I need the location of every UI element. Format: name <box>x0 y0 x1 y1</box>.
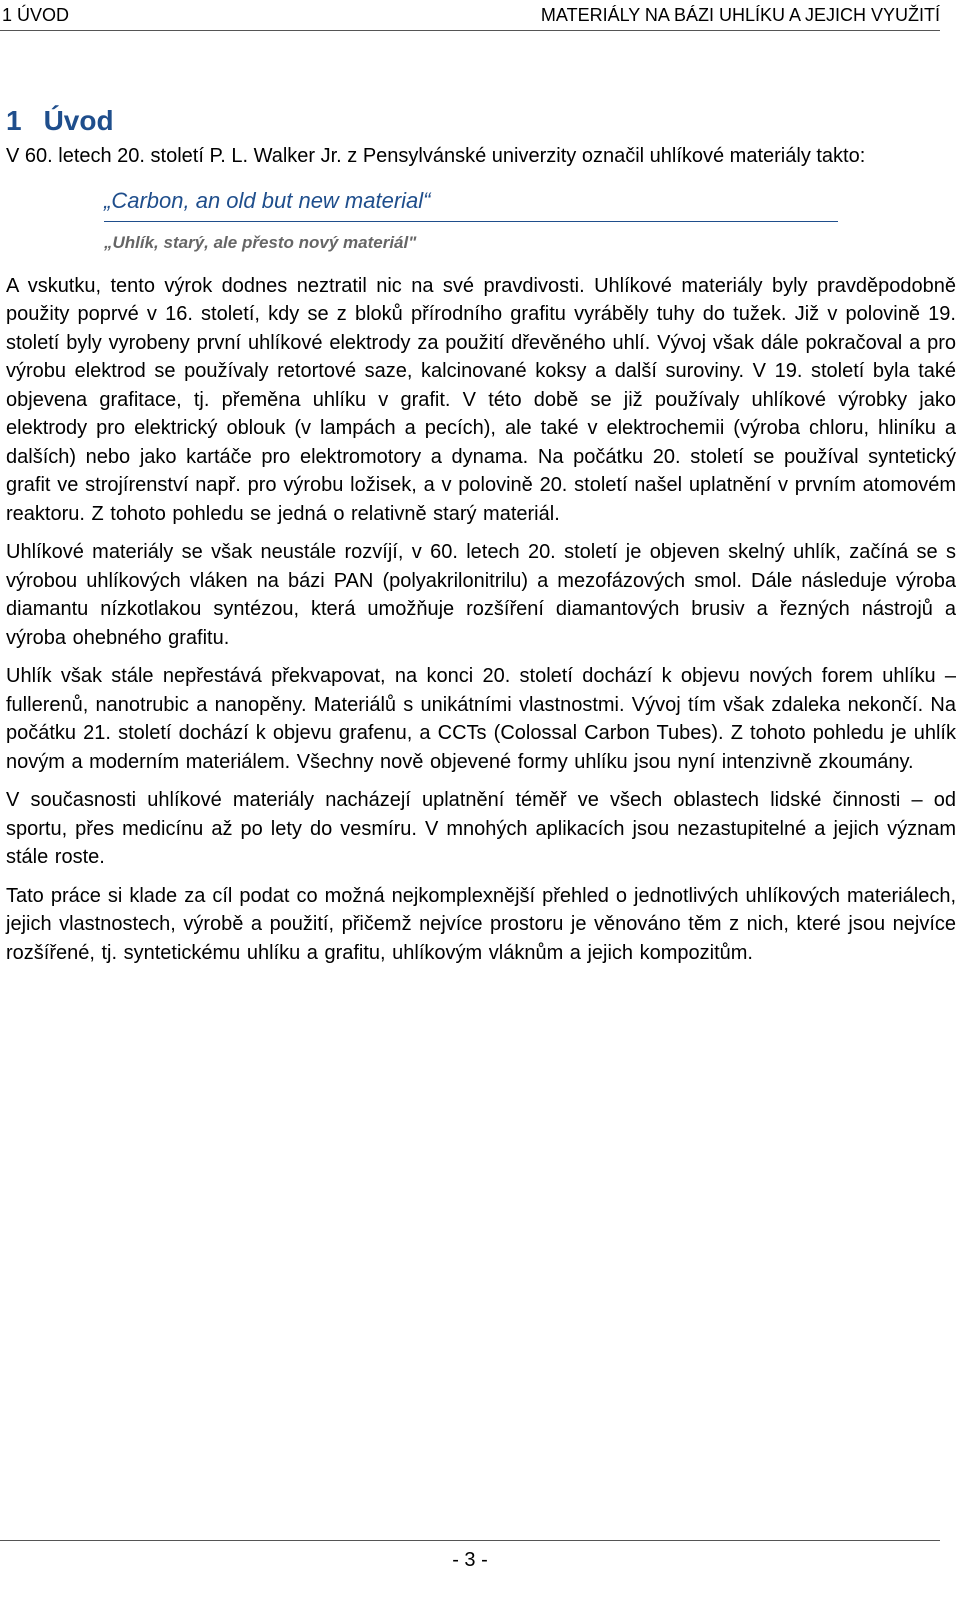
quote-english: „Carbon, an old but new material“ <box>104 185 838 222</box>
header-chapter-label: 1 ÚVOD <box>2 5 70 25</box>
paragraph-present: V současnosti uhlíkové materiály nacházejí uplatnění téměř ve všech oblastech lidské činnosti – od sportu, přes medicínu až po lety do vesmíru. V mnohých aplikacích jsou nezastupitelné a jejich význam stále roste. <box>6 789 956 868</box>
paragraph-new-forms: Uhlík však stále nepřestává překvapovat, na konci 20. století dochází k objevu nových forem uhlíku – fullerenů, nanotrubic a nanopěny. Materiálů s unikátními vlastnostmi. Vývoj tím však zdaleka nekončí. Na počátku 21. století dochází k objevu grafenu, a CCTs (Colossal Carbon Tubes). Z tohoto pohledu je uhlík novým a moderním materiálem. Všechny nově objevené formy uhlíku jsou nyní intenzivně zkoumány. <box>6 665 956 773</box>
intro-paragraph: V 60. letech 20. století P. L. Walker Jr. z Pensylvánské univerzity označil uhlíkové materiály takto: <box>6 145 866 167</box>
chapter-number: 1 <box>6 105 22 136</box>
paragraph-history: A vskutku, tento výrok dodnes neztratil nic na své pravdivosti. Uhlíkové materiály byly pravděpodobně použity poprvé v 16. století, kdy se z bloků přírodního grafitu vyráběly tuhy do tužek. Již v polovině 19. století byly vyrobeny první uhlíkové elektrody za použití dřevěného uhlí. Vývoj však dále pokračoval a pro výrobu elektrod se používaly retortové saze, kalcinované koksy a další suroviny. V 19. století byla také objevena grafitace, tj. přeměna uhlíku v grafit. V této době se již používaly uhlíkové výrobky jako elektrody pro elektrický oblouk (v lampách a pecích), ale také v elektrochemii (výroba chloru, hliníku a dalších) nebo jako kartáče pro elektromotory a dynama. Na počátku 20. století se používal syntetický grafit ve strojírenství např. pro výrobu ložisek, a v polovině 20. století našel uplatnění v prvním atomovém reaktoru. Z tohoto pohledu se jedná o relativně starý materiál. <box>6 274 956 525</box>
page-number: - 3 - <box>452 1549 488 1571</box>
quote-czech: „Uhlík, starý, ale přesto nový materiál" <box>104 232 417 252</box>
footer-rule <box>0 1540 940 1541</box>
header-document-title: MATERIÁLY NA BÁZI UHLÍKU A JEJICH VYUŽITÍ <box>540 5 940 25</box>
chapter-title: Úvod <box>43 105 114 136</box>
paragraph-aim: Tato práce si klade za cíl podat co možná nejkomplexnější přehled o jednotlivých uhlíkových materiálech, jejich vlastnostech, výrobě a použití, přičemž nejvíce prostoru je věnováno těm z nich, které jsou nejvíce rozšířené, tj. syntetickému uhlíku a grafitu, uhlíkovým vláknům a jejich kompozitům. <box>6 884 956 964</box>
paragraph-development: Uhlíkové materiály se však neustále rozvíjí, v 60. letech 20. století je objeven skelný uhlík, začíná se s výrobou uhlíkových vláken na bázi PAN (polyakrilonitrilu) a mezofázových smol. Dále následuje výroba diamantu nízkotlakou syntézou, která umožňuje rozšíření diamantových brusiv a řezných nástrojů a výroba ohebného grafitu. <box>6 541 956 649</box>
page-content <box>6 100 956 967</box>
quote-block <box>104 185 838 254</box>
running-header <box>0 0 940 31</box>
chapter-heading <box>6 100 956 142</box>
